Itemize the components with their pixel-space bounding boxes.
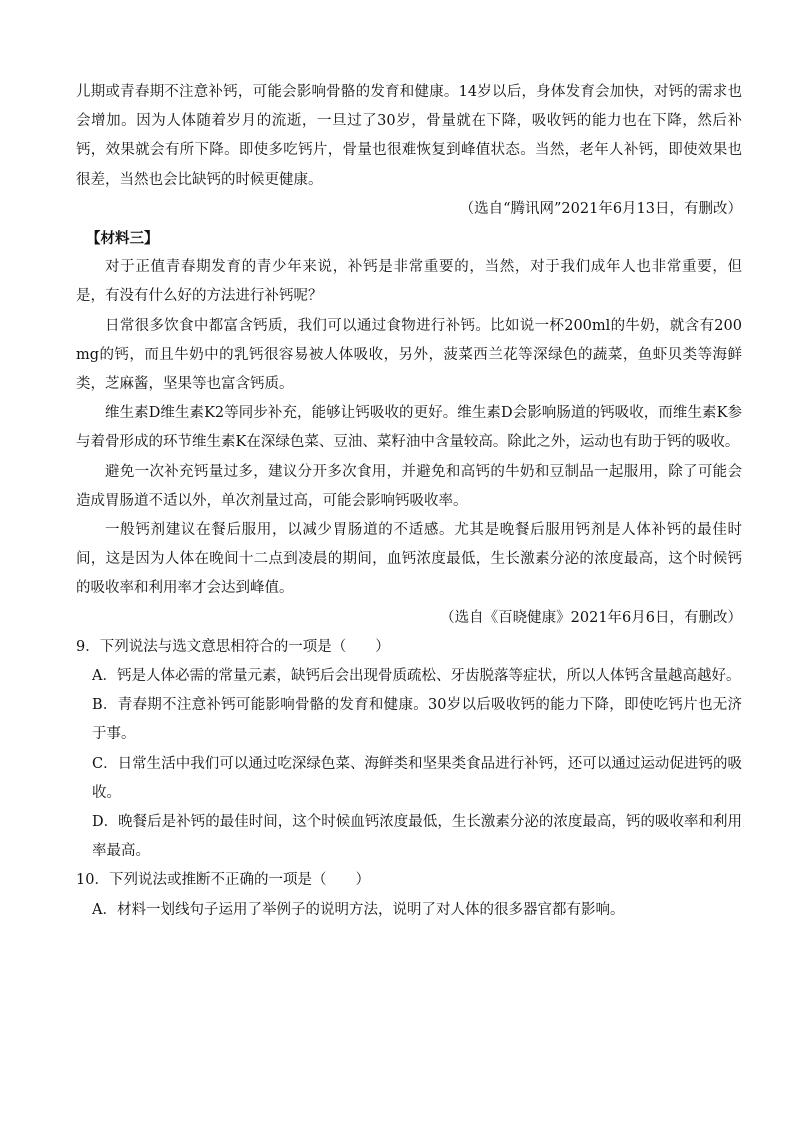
material2-continuation: 儿期或青春期不注意补钙，可能会影响骨骼的发育和健康。14岁以后，身体发育会加快，对钙的需求也会增加。因为人体随着岁月的流逝，一旦过了30岁，骨量就在下降，吸收钙的能力也在下降，然后补钙，效果就会有所下降。即使多吃钙片，骨量也很难恢复到峰值状态。当然，老年人补钙，即使效果也很差，当然也会比缺钙的时候更健康。 [76,84,742,188]
material3-paragraph-5: 一般钙剂建议在餐后服用，以减少胃肠道的不适感。尤其是晚餐后服用钙剂是人体补钙的最佳时间，这是因为人体在晚间十二点到凌晨的期间，血钙浓度最低，生长激素分泌的浓度最高，这个时候钙的吸收率和利用率才会达到峰值。 [76,522,742,597]
material3-paragraph-2: 日常很多饮食中都富含钙质，我们可以通过食物进行补钙。比如说一杯200ml的牛奶，就含有200mg的钙，而且牛奶中的乳钙很容易被人体吸收，另外，菠菜西兰花等深绿色的蔬菜，鱼虾贝类等海鲜类，芝麻酱，坚果等也富含钙质。 [76,317,742,393]
question9-option-a: A．钙是人体必需的常量元素，缺钙后会出现骨质疏松、牙齿脱落等症状，所以人体钙含量越高越好。 [92,668,741,685]
material2-source: （选自“腾讯网”2021年6月13日，有删改） [459,200,742,217]
question9-option-c: C．日常生活中我们可以通过吃深绿色菜、海鲜类和坚果类食品进行补钙，还可以通过运动促进钙的吸收。 [92,755,742,801]
question9-option-d: D．晚餐后是补钙的最佳时间，这个时候血钙浓度最低，生长激素分泌的浓度最高，钙的吸收率和利用率最高。 [92,814,742,860]
question10-stem: 10．下列说法或推断不正确的一项是（ ） [76,872,370,889]
material3-paragraph-3: 维生素D维生素K2等同步补充，能够让钙吸收的更好。维生素D会影响肠道的钙吸收，而维生素K参与着骨形成的环节维生素K在深绿色菜、豆油、菜籽油中含量较高。除此之外，运动也有助于钙的吸收。 [76,405,742,451]
question10-option-a: A．材料一划线句子运用了举例子的说明方法，说明了对人体的很多器官都有影响。 [92,901,625,918]
material3-paragraph-4: 避免一次补充钙量过多，建议分开多次食用，并避免和高钙的牛奶和豆制品一起服用，除了可能会造成胃肠道不适以外，单次剂量过高，可能会影响钙吸收率。 [76,463,742,509]
question9-stem: 9．下列说法与选文意思相符合的一项是（ ） [76,638,390,655]
document-page [76,78,742,925]
material3-source: （选自《百晓健康》2021年6月6日，有删改） [440,609,742,626]
material3-heading: 【材料三】 [86,230,159,248]
question9-option-b: B．青春期不注意补钙可能影响骨骼的发育和健康。30岁以后吸收钙的能力下降，即使吃钙片也无济于事。 [92,697,742,743]
material3-paragraph-1: 对于正值青春期发育的青少年来说，补钙是非常重要的，当然，对于我们成年人也非常重要，但是，有没有什么好的方法进行补钙呢？ [76,259,742,305]
